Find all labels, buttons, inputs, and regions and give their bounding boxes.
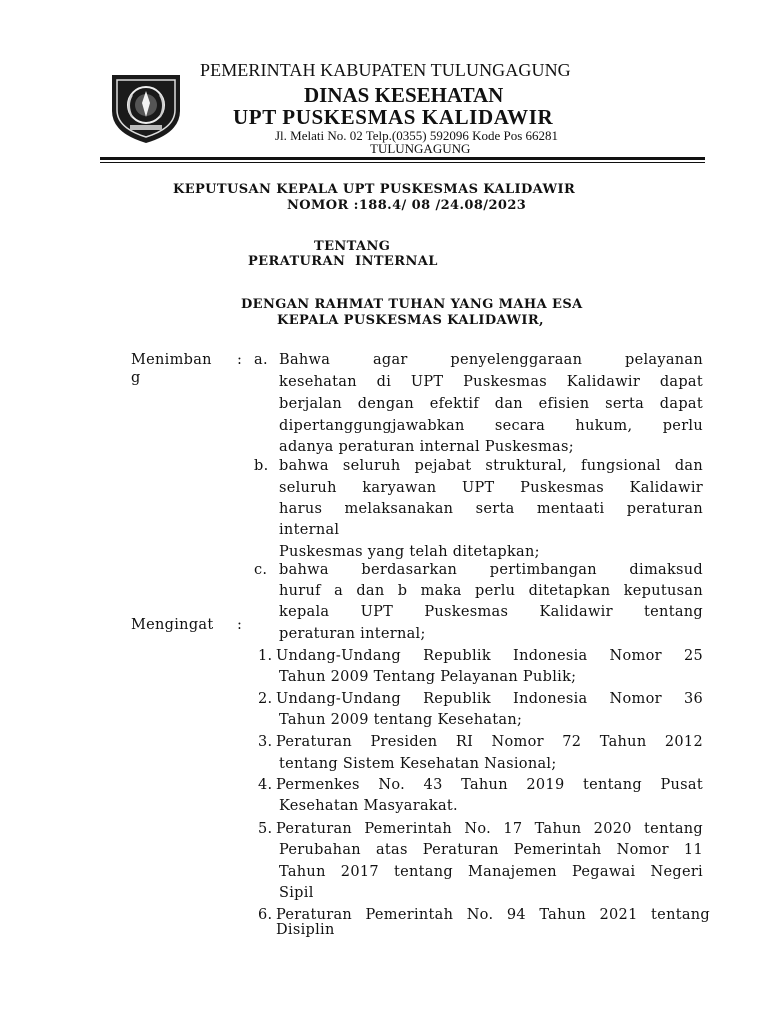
law-item-5-marker: 5. [258,821,273,837]
office-address: Jl. Melati No. 02 Telp.(0355) 592096 Kode Pos 66281 [275,128,559,143]
decree-subject: PERATURAN INTERNAL [248,254,438,269]
item-a-line: berjalan dengan efektif dan efisien serta dapat [279,396,703,412]
law-item-5-line: Perubahan atas Peraturan Pemerintah Nomor 11 [279,842,703,858]
item-a-line: dipertanggungjawabkan secara hukum, perlu [279,418,703,434]
law-item-5-line: Sipil [279,885,314,901]
menimbang-label-line1: Menimban [131,352,212,368]
item-b-line: bahwa seluruh pejabat struktural, fungsional dan [279,458,703,474]
law-item-3-line: tentang Sistem Kesehatan Nasional; [279,756,557,772]
item-b-line: internal [279,522,340,538]
agency-name: DINAS KESEHATAN [304,83,504,107]
law-item-1-line: Tahun 2009 Tentang Pelayanan Publik; [279,669,577,685]
law-item-2-marker: 2. [258,691,273,707]
law-item-6-marker: 6. [258,907,273,923]
law-item-5-line: Peraturan Pemerintah No. 17 Tahun 2020 tentang [276,821,703,837]
item-c-line: kepala UPT Puskesmas Kalidawir tentang [279,604,703,620]
item-a-line: Bahwa agar penyelenggaraan pelayanan [279,352,703,368]
menimbang-label-line2: g [131,370,141,386]
decree-title: KEPUTUSAN KEPALA UPT PUSKESMAS KALIDAWIR [173,182,576,197]
law-item-3-marker: 3. [258,734,273,750]
regency-emblem-logo [106,67,186,145]
mengingat-colon: : [237,617,243,633]
law-item-3-line: Peraturan Presiden RI Nomor 72 Tahun 2012 [276,734,703,750]
law-item-2-line: Undang-Undang Republik Indonesia Nomor 36 [276,691,703,707]
law-item-4-marker: 4. [258,777,273,793]
law-item-6-line: Disiplin [276,922,335,938]
office-city: TULUNGAGUNG [370,141,471,156]
law-item-4-line: Kesehatan Masyarakat. [279,798,458,814]
head-title: KEPALA PUSKESMAS KALIDAWIR, [277,313,544,328]
item-b-marker: b. [254,458,269,474]
item-b-line: Puskesmas yang telah ditetapkan; [279,544,540,560]
government-name: PEMERINTAH KABUPATEN TULUNGAGUNG [200,60,571,80]
item-c-line: huruf a dan b maka perlu ditetapkan keputusan [279,583,703,599]
law-item-5-line: Tahun 2017 tentang Manajemen Pegawai Negeri [279,864,703,880]
law-item-2-line: Tahun 2009 tentang Kesehatan; [279,712,523,728]
menimbang-colon: : [237,352,243,368]
decree-number: NOMOR :188.4/ 08 /24.08/2023 [287,198,527,213]
item-b-line: harus melaksanakan serta mentaati peraturan [279,501,703,517]
item-a-marker: a. [254,352,268,368]
item-c-line: bahwa berdasarkan pertimbangan dimaksud [279,562,703,578]
law-item-1-line: Undang-Undang Republik Indonesia Nomor 25 [276,648,703,664]
letterhead-rule-thick [100,157,705,160]
about-heading: TENTANG [314,239,391,254]
law-item-4-line: Permenkes No. 43 Tahun 2019 tentang Pusat [276,777,703,793]
office-name: UPT PUSKESMAS KALIDAWIR [233,105,554,129]
item-c-marker: c. [254,562,268,578]
item-a-line: adanya peraturan internal Puskesmas; [279,439,574,455]
blessing-line: DENGAN RAHMAT TUHAN YANG MAHA ESA [241,297,583,312]
law-item-6-line: Peraturan Pemerintah No. 94 Tahun 2021 tentang [276,907,710,923]
letterhead-rule-thin [100,162,705,163]
item-c-line: peraturan internal; [279,626,426,642]
mengingat-label: Mengingat [131,617,214,633]
item-a-line: kesehatan di UPT Puskesmas Kalidawir dapat [279,374,703,390]
item-b-line: seluruh karyawan UPT Puskesmas Kalidawir [279,480,703,496]
law-item-1-marker: 1. [258,648,273,664]
